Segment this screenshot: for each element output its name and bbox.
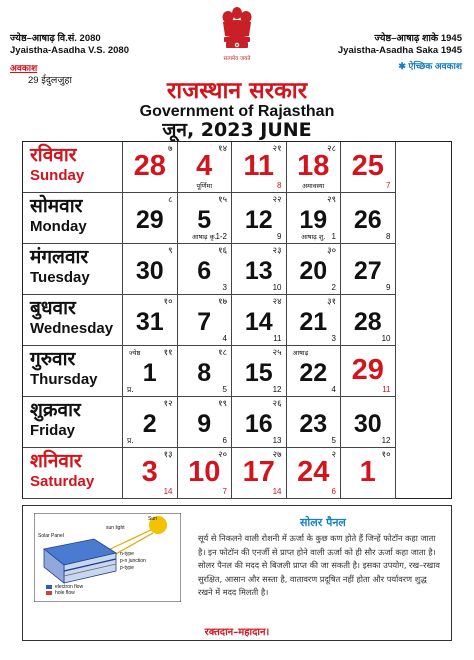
date-cell <box>178 295 233 346</box>
date-number: 12 <box>244 206 273 234</box>
day-name-english: Wednesday <box>30 320 114 337</box>
hindi-tithi: २८ <box>327 144 336 154</box>
diagram-sun-label: Sun <box>148 516 157 522</box>
date-cell <box>232 346 287 397</box>
month-marker: आषाढ़ <box>292 349 309 357</box>
lunar-day: 14 <box>272 487 282 496</box>
date-number: 3 <box>141 456 158 488</box>
day-name-hindi: रविवार <box>30 144 77 166</box>
date-number: 18 <box>297 150 330 182</box>
hindi-tithi: १० <box>381 450 391 460</box>
day-name-cell <box>23 142 123 193</box>
date-cell <box>232 448 287 499</box>
diagram-ptype-label: p-type <box>120 565 134 571</box>
date-number: 20 <box>299 257 328 285</box>
date-cell <box>178 142 233 193</box>
hindi-tithi: १६ <box>218 246 227 256</box>
lunar-day: 4 <box>222 334 227 343</box>
lunar-day: 1-2 <box>215 232 227 241</box>
holiday-label: अवकाश <box>10 63 38 73</box>
solar-line: रखने में मदद मिलती है। <box>198 587 269 598</box>
date-cell <box>123 193 178 244</box>
date-number: 5 <box>197 206 212 234</box>
lunar-day: 11 <box>273 334 282 343</box>
day-name-cell <box>23 346 123 397</box>
date-cell <box>123 397 178 448</box>
day-name-hindi: शनिवार <box>30 450 82 472</box>
lunar-day: 10 <box>272 283 282 292</box>
date-number: 17 <box>242 456 275 488</box>
hindi-tithi: १४ <box>218 144 227 154</box>
day-name-cell <box>23 397 123 448</box>
lunar-day: 8 <box>386 232 391 241</box>
lunar-day: 6 <box>222 436 227 445</box>
day-name-english: Tuesday <box>30 269 90 286</box>
lunar-day: 1 <box>331 232 336 241</box>
day-name-english: Sunday <box>30 167 85 184</box>
date-number: 28 <box>353 308 382 336</box>
date-cell <box>287 346 342 397</box>
lunar-day: 3 <box>222 283 227 292</box>
date-number: 8 <box>197 359 212 387</box>
hindi-tithi: १८ <box>218 348 227 358</box>
hindi-tithi: १९ <box>218 399 227 409</box>
date-number: 16 <box>244 410 273 438</box>
pratham-marker: प्र. <box>127 436 134 445</box>
day-name-hindi: शुक्रवार <box>30 399 81 421</box>
solar-panel-heading: सोलर पैनल <box>300 516 346 529</box>
date-number: 21 <box>299 308 328 336</box>
date-cell <box>287 448 342 499</box>
hindi-tithi: २ <box>331 450 336 460</box>
day-name-english: Saturday <box>30 473 95 490</box>
lunar-day: 13 <box>272 436 282 445</box>
header-left-hindi: ज्येष्ठ–आषाढ़ वि.सं. 2080 <box>10 33 101 44</box>
date-number: 10 <box>188 456 221 488</box>
lunar-day: 9 <box>386 283 391 292</box>
day-name-hindi: सोमवार <box>30 195 83 217</box>
diagram-sunlight-label: sun light <box>106 525 125 531</box>
solar-line: सोलर पैनल की मदद से बिजली प्राप्त की जा सकती है। इसका उपयोग, रख–रखाव <box>198 560 440 571</box>
lunar-day: 11 <box>382 385 391 394</box>
footer-slogan: रक्तदान–महादान। <box>204 627 270 638</box>
diagram-panel-label: Solar Panel <box>38 533 64 539</box>
day-name-cell <box>23 295 123 346</box>
date-number: 2 <box>142 410 157 438</box>
hindi-tithi: ८ <box>168 195 173 205</box>
day-name-hindi: गुरुवार <box>30 348 76 370</box>
solar-panel-diagram <box>34 513 181 602</box>
hindi-tithi: २९ <box>327 195 336 205</box>
header-right-hindi: ज्येष्ठ–आषाढ़ शाके 1945 <box>374 33 462 44</box>
hindi-tithi: २५ <box>272 348 282 358</box>
day-name-english: Monday <box>30 218 87 235</box>
lunar-day: 5 <box>222 385 227 394</box>
hindi-tithi: १० <box>163 297 173 307</box>
date-number: 7 <box>197 308 212 336</box>
optional-holiday-text: ऐच्छिक अवकाश <box>408 61 462 71</box>
month-marker: ज्येष्ठ <box>129 349 141 357</box>
holiday-note: 29 ईदुलजुहा <box>28 75 72 86</box>
date-cell <box>341 295 396 346</box>
date-cell <box>123 142 178 193</box>
day-name-hindi: बुधवार <box>30 297 76 319</box>
lunar-day: 14 <box>163 487 173 496</box>
lunar-day: 2 <box>331 283 336 292</box>
tithi-note: पूर्णिमा <box>196 182 213 190</box>
lunar-day: 12 <box>272 385 282 394</box>
date-number: 25 <box>351 150 384 182</box>
date-number: 26 <box>353 206 382 234</box>
date-cell <box>178 448 233 499</box>
tithi-note: आषाढ़ शु. <box>301 233 326 241</box>
calendar-grid <box>22 141 452 499</box>
diagram-hole-label: hole flow <box>55 590 75 596</box>
optional-holiday-label <box>398 60 462 72</box>
lunar-day: 9 <box>277 232 282 241</box>
hindi-tithi: १५ <box>218 195 227 205</box>
date-number: 13 <box>244 257 273 285</box>
hindi-tithi: १३ <box>163 450 173 460</box>
lunar-day: 6 <box>331 487 336 496</box>
date-cell <box>178 193 233 244</box>
lunar-day: 12 <box>381 436 391 445</box>
hindi-tithi: ९ <box>168 246 173 256</box>
diagram-ntype-label: n-type <box>120 551 134 557</box>
lunar-day: 3 <box>331 334 336 343</box>
day-name-cell <box>23 193 123 244</box>
date-cell <box>341 346 396 397</box>
date-cell <box>341 142 396 193</box>
tithi-note: आषाढ़ कृ. <box>191 233 217 241</box>
date-cell <box>123 244 178 295</box>
date-number: 14 <box>244 308 273 336</box>
hindi-tithi: २६ <box>272 399 282 409</box>
title-english: Government of Rajasthan <box>139 103 335 120</box>
date-cell <box>287 244 342 295</box>
date-cell <box>232 142 287 193</box>
date-number: 23 <box>299 410 328 438</box>
day-name-cell <box>23 244 123 295</box>
title-hindi: राजस्थान सरकार <box>166 78 308 104</box>
date-cell <box>287 193 342 244</box>
day-name-hindi: मंगलवार <box>30 246 89 268</box>
date-number: 24 <box>297 456 330 488</box>
date-number: 11 <box>243 150 275 182</box>
header-left-english: Jyaistha-Asadha V.S. 2080 <box>10 45 129 56</box>
month-title: जून, 2023 JUNE <box>162 119 312 141</box>
emblem-caption: सत्यमेव जयते <box>223 56 251 62</box>
date-number: 29 <box>135 206 164 234</box>
date-cell <box>287 295 342 346</box>
date-number: 30 <box>353 410 382 438</box>
date-number: 28 <box>133 150 166 182</box>
solar-panel-text <box>198 532 446 600</box>
hindi-tithi: २० <box>218 450 227 460</box>
state-emblem <box>214 4 260 62</box>
hindi-tithi: २७ <box>272 450 282 460</box>
header-right-english: Jyaistha-Asadha Saka 1945 <box>337 45 462 56</box>
date-cell <box>341 193 396 244</box>
hindi-tithi: २३ <box>272 246 282 256</box>
lunar-day: 10 <box>381 334 391 343</box>
solar-line: सुरक्षित, आसान और सस्ता है, वातावरण प्रदूषित नहीं होता और पर्यावरण शुद्ध <box>198 573 427 584</box>
pratham-marker: प्र. <box>127 385 134 394</box>
hindi-tithi: ३१ <box>327 297 336 307</box>
hindi-tithi: २१ <box>272 144 282 154</box>
tithi-note: अमावस्या <box>302 182 325 190</box>
date-number: 19 <box>299 206 328 234</box>
hindi-tithi: १२ <box>163 399 173 409</box>
date-cell <box>232 244 287 295</box>
date-number: 30 <box>135 257 164 285</box>
date-cell <box>178 346 233 397</box>
star-icon: ✱ <box>398 61 409 71</box>
solar-line: है। इन फोटॉन की एनर्जी से प्राप्त होने वाली ऊर्जा को ही सौर ऊर्जा कहा जाता है। <box>198 546 436 557</box>
date-cell <box>123 346 178 397</box>
date-number: 1 <box>359 456 376 488</box>
date-number: 31 <box>135 308 164 336</box>
date-number: 4 <box>196 150 213 182</box>
date-cell <box>341 397 396 448</box>
hindi-tithi: २२ <box>272 195 282 205</box>
date-cell <box>287 142 342 193</box>
date-number: 27 <box>353 257 382 285</box>
diagram-electron-label: electron flow <box>55 584 84 590</box>
date-cell <box>232 193 287 244</box>
lunar-day: 7 <box>386 181 391 190</box>
day-name-cell <box>23 448 123 499</box>
date-cell <box>232 397 287 448</box>
date-cell <box>232 295 287 346</box>
date-cell <box>287 397 342 448</box>
date-cell <box>123 295 178 346</box>
date-cell <box>341 244 396 295</box>
date-number: 22 <box>299 359 328 387</box>
date-number: 29 <box>351 354 384 386</box>
lunar-day: 5 <box>331 436 336 445</box>
date-number: 6 <box>197 257 212 285</box>
lunar-day: 4 <box>331 385 336 394</box>
date-cell <box>123 448 178 499</box>
hindi-tithi: २४ <box>272 297 282 307</box>
hindi-tithi: ३० <box>327 246 336 256</box>
date-number: 1 <box>142 359 157 387</box>
hindi-tithi: १७ <box>218 297 227 307</box>
date-number: 15 <box>244 359 273 387</box>
lunar-day: 8 <box>277 181 282 190</box>
date-cell <box>178 397 233 448</box>
date-number: 9 <box>197 410 212 438</box>
date-cell <box>178 244 233 295</box>
diagram-junction-label: p-n junction <box>120 558 146 564</box>
day-name-english: Friday <box>30 422 76 439</box>
lunar-day: 7 <box>222 487 227 496</box>
solar-line: सूर्य से निकलने वाली रोशनी में ऊर्जा के कुछ कण होते हैं जिन्हें फोटॉन कहा जाता <box>198 533 436 543</box>
hindi-tithi: ११ <box>163 348 173 358</box>
day-name-english: Thursday <box>30 371 98 388</box>
date-cell <box>341 448 396 499</box>
hindi-tithi: ७ <box>168 144 173 154</box>
